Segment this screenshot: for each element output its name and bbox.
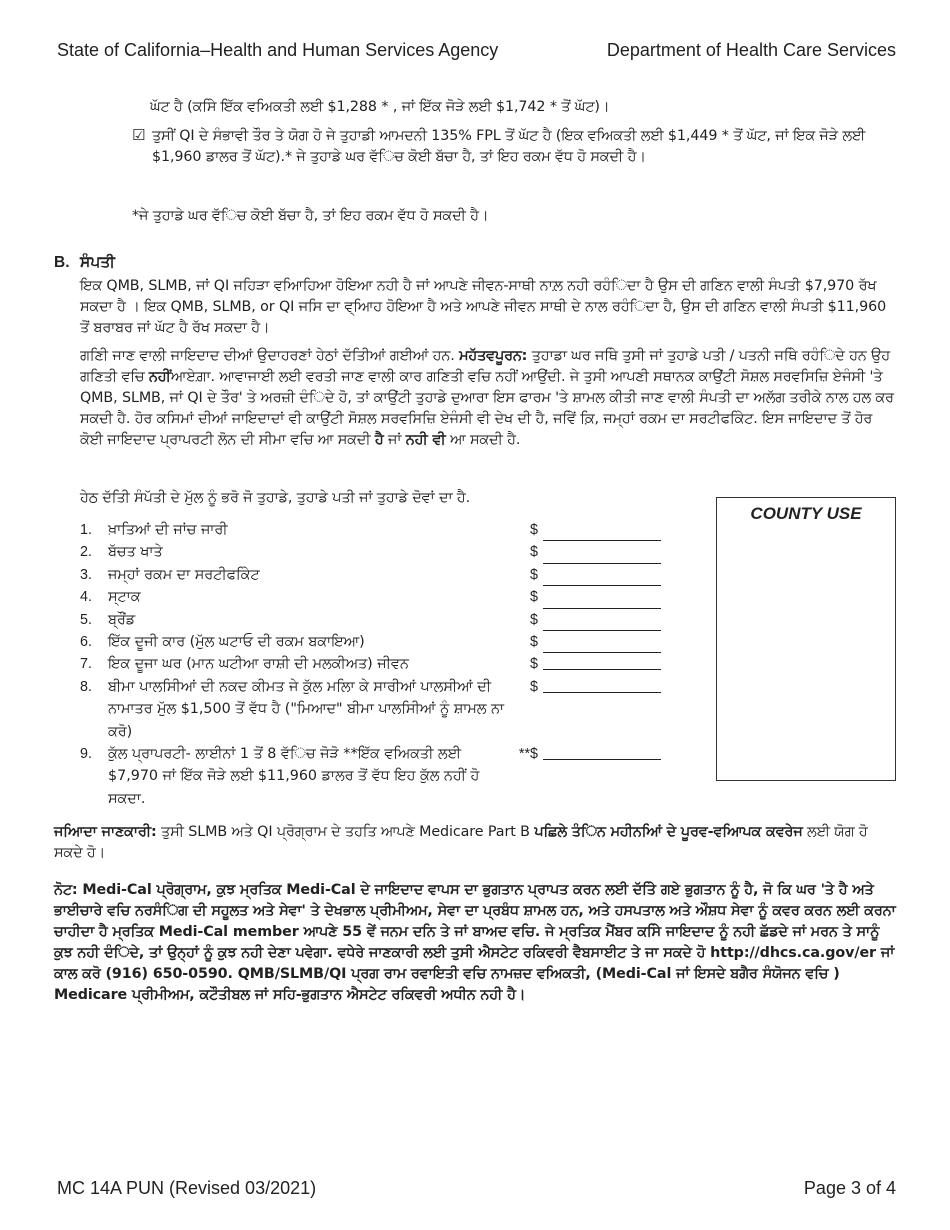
asset-number: 2. <box>80 544 92 561</box>
amount-input-line[interactable] <box>543 524 661 541</box>
countable-property-paragraph <box>80 346 895 451</box>
asset-number: 8. <box>80 678 92 695</box>
asset-number: 1. <box>80 522 92 538</box>
asset-number: 5. <box>80 611 92 628</box>
asset-number: 9. <box>80 746 92 763</box>
section-b-letter: B. <box>54 254 70 271</box>
asset-amount-field[interactable] <box>518 653 661 675</box>
emphasis-or-not: ਨਹੀ ਵੀ <box>405 432 446 448</box>
asset-list <box>80 519 700 810</box>
amount-input-line[interactable] <box>543 743 661 760</box>
asset-row <box>80 541 700 563</box>
currency-sign: $ <box>530 611 538 628</box>
asset-amount-field[interactable] <box>518 631 661 653</box>
asset-label: ਇੱਕ ਦੂਜੀ ਕਾਰ (ਮੁੱਲ ਘਟਾਓ ਦੀ ਰਕਮ ਬਕਾਇਆ) <box>108 634 365 651</box>
para-text: ਆਏਗ਼ਾ. ਆਵਾਜਾਈ ਲਈ ਵਰਤੀ ਜਾਣ ਵਾਲੀ ਕਾਰ ਗਣਿਤੀ ਵਚਿ ਨਹੀਂ ਆਉਂਦੀ. ਜੇ ਤੁਸੀ ਆਪਣੀ ਸਥਾਨਕ ਕਾਉਂਟੀ ਸੋਸ਼ਲ ਸਰਵਸਿਜ਼ਿ ਏਜੰਸੀ 'ਤੇ QMB, SLMB, ਜਾਂ QI ਦੇ ਤੌਰ' ਤੇ ਅਰਜ਼ੀ ਦੰਿਦੇ ਹੋ, ਤਾਂ ਕਾਉਂਟੀ ਤੁਹਾਡੇ ਦੁਆਰਾ ਇਸ ਫਾਰਮ 'ਤੇ ਸ਼ਾਮਲ ਕੀਤੀ ਜਾਣ ਵਾਲੀ ਸੰਪਤੀ ਦਾ ਅਲੱਗ ਤਰੀਕੇ ਨਾਲ ਹਲ ਕਰ ਸਕਦੀ ਹੈ. ਹੋਰ ਕਸਿਮਾਂ ਦੀਆਂ ਜਾਇਦਾਦਾਂ ਵੀ ਕਾਉਂਟੀ ਸੋਸ਼ਲ ਸਰਵਸਿਜ਼ਿ ਏਜੰਸੀ ਵੀ ਦੇਖ ਦੀ ਹੈ, ਜਵਿੇਂ ਕ਼ਿ, ਜਮ੍ਹਾਂ ਰਕਮ ਦਾ ਸਰਟੀਫਕਿੇਟ. ਇਸ ਜਾਇਦਾਦ ਤੋਂ ਹੋਰ ਕੋਈ ਜਾਇਦਾਦ ਪ੍ਰਾਪਰਟੀ ਲੋਨ ਦੀ ਸੀਮਾ ਵਚਿ ਆ ਸਕਦੀ <box>80 369 894 448</box>
assets-intro: ਹੇਠ ਦੱਤਿੀ ਸੰਪੱਤੀ ਦੇ ਮੁੱਲ ਨੂੰ ਭਰੋ ਜੋ ਤੁਹਾਡੇ, ਤੁਹਾਡੇ ਪਤੀ ਜਾਂ ਤੁਹਾਡੇ ਦੋਵਾਂ ਦਾ ਹੈ. <box>80 490 471 506</box>
asset-number: 3. <box>80 566 92 583</box>
asset-row <box>80 586 700 608</box>
asset-label: ਖ਼ਾਤਿਆਂ ਦੀ ਜਾਂਚ ਜਾਰੀ <box>108 522 228 538</box>
income-slmb-text: ਘੱਟ ਹੈ (ਕਸਿੇ ਇੱਕ ਵਅਿਕਤੀ ਲਈ $1,288 * , ਜਾਂ ਇੱਕ ਜੋੜੇ ਲਈ $1,742 * ਤੋਂ ਘੱਟ)। <box>150 99 610 115</box>
para-text: ਆ ਸਕਦੀ ਹੈ. <box>445 432 521 448</box>
asset-label: ਸ੍ਟਾਕ <box>108 589 141 606</box>
property-limit-paragraph: ਇਕ QMB, SLMB, ਜਾਂ QI ਜਹਿੜਾ ਵਆਿਹਿਆ ਹੋਇਆ ਨਹੀ ਹੈ ਜਾਂ ਆਪਣੇ ਜੀਵਨ-ਸਾਥੀ ਨਾਲ਼ ਨਹੀ ਰਹੰਿਦਾ ਹੈ ਉਸ ਦੀ ਗਣਿਨ ਵਾਲੀ ਸੰਪਤੀ $7,970 ਰੱਖ ਸਕਦਾ ਹੈ । ਇਕ QMB, SLMB, or QI ਜਸਿ ਦਾ ਵ੍ਆਿਹ ਹੋਇਆ ਹੈ ਅਤੇ ਆਪਣੇ ਜੀਵਨ ਸਾਥੀ ਦੇ ਨਾਲ ਰਹੰਿਦਾ ਹੈ, ਉਸ ਦੀ ਗਣਿਨ ਵਾਲੀ ਸੰਪਤੀ $11,960 ਤੋਂ ਬਰਾਬਰ ਜਾਂ ਘੱਟ ਹੈ ਰੱਖ ਸਕਦਾ ਹੈ। <box>80 278 887 336</box>
asset-label: ਕੁੱਲ ਪ੍ਰਾਪਰਟੀ- ਲਾਈਨਾਂ 1 ਤੋਂ 8 ਵੱਿਚ ਜੋੜੋ **ਇੱਕ ਵਅਿਕਤੀ ਲਈ $7,970 ਜਾਂ ਇੱਕ ਜੋੜੇ ਲਈ $11,960 ਡਾਲਰ ਤੋਂ ਵੱਧ ਇਹ ਕੁੱਲ ਨਹੀਂ ਹੋ ਸਕਦਾ. <box>108 746 480 807</box>
asset-amount-field[interactable] <box>518 676 661 743</box>
currency-sign: $ <box>530 566 538 583</box>
county-use-title: COUNTY USE <box>750 504 862 523</box>
currency-sign: **$ <box>518 746 538 763</box>
asset-label: ਬੱਚਤ ਖਾਤੇ <box>108 544 163 561</box>
retroactive-coverage-text: ਪਛਿਲੇ ਤੰਿਨ ਮਹੀਨਆਿਂ ਦੇ ਪੂਰਵ-ਵਆਿਪਕ ਕਵਰੇਜ <box>534 824 803 840</box>
amount-input-line[interactable] <box>543 592 661 609</box>
more-info-paragraph <box>54 822 894 864</box>
asset-amount-field[interactable] <box>518 586 661 608</box>
currency-sign: $ <box>530 634 538 651</box>
more-info-label: ਜਆਿਦਾ ਜਾਣਕਾਰੀ: <box>54 824 157 840</box>
para-text: ਜਾਂ <box>383 432 406 448</box>
para-text: ਗਣਿੀ ਜਾਣ ਵਾਲੀ ਜਾਇਦਾਦ ਦੀਆਂ ਉਦਾਹਰਣਾਂ ਹੇਠਾਂ ਦੱਤਿੀਆਂ ਗਈਆਂ ਹਨ. <box>80 348 460 364</box>
asset-row <box>80 653 700 675</box>
para-text: ਲਈ ਯੋਗ ਹੋ ਸਕਦੇ ਹੋ। <box>54 824 868 861</box>
asset-label: ਬ੍ਰੌਂਡ <box>108 611 136 628</box>
asset-number: 4. <box>80 589 92 606</box>
county-use-box <box>716 497 896 781</box>
asset-row <box>80 564 700 586</box>
currency-sign: $ <box>530 522 538 538</box>
currency-sign: $ <box>530 678 538 695</box>
currency-sign: $ <box>530 656 538 673</box>
amount-input-line[interactable] <box>543 614 661 631</box>
asset-amount-field[interactable] <box>518 564 661 586</box>
asset-number: 7. <box>80 656 92 673</box>
asset-label: ਜਮ੍ਹਾਂ ਰਕਮ ਦਾ ਸਰਟੀਫਕਿੇਟ <box>108 566 260 583</box>
checkbox-icon[interactable]: ☑ <box>132 126 146 144</box>
estate-recovery-note: ਨੋਟ: Medi-Cal ਪ੍ਰੋਗ੍ਰਾਮ, ਕੁਝ ਮ੍ਰਤਿਕ Medi-Cal ਦੇ ਜਾਇਦਾਦ ਵਾਪਸ ਦਾ ਭੁਗਤਾਨ ਪ੍ਰਾਪਤ ਕਰਨ ਲਈ ਦੱਤਿੇ ਗਏ ਭੁਗਤਾਨ ਨੂੰ ਹੈ, ਜੋ ਕਿ ਘਰ 'ਤੇ ਹੈ ਅਤੇ ਭਾਈਚਾਰੇ ਵਚਿ ਨਰਸੰਿਗ ਦੀ ਸਹੂਲਤ ਅਤੇ ਸੇਵਾ' ਤੇ ਦੇਖਭਾਲ ਪ੍ਰੀਮੀਅਮ, ਸੇਵਾ ਦਾ ਪ੍ਰਬੰਧ ਸ਼ਾਮਲ ਹਨ, ਅਤੇ ਹਸਪਤਾਲ ਅਤੇ ਔਸ਼ਧ ਸੇਵਾ ਨੂੰ ਕਵਰ ਕਰਨ ਲਈ ਕਰਨਾ ਚਾਹੀਦਾ ਹੈ ਮ੍ਰਤਿਕ Medi-Cal member ਆਪਣੇ 55 ਵੇਂ ਜਨਮ ਦਨਿ ਤੇ ਜਾਂ ਬਾਅਦ ਵਚਿ. ਜੇ ਮ੍ਰਤਿਕ ਮੈਂਬਰ ਕਸਿੇ ਜਾਇਦਾਦ ਨੂੰ ਨਹੀ ਛੱਡਦੇ ਜਾਂ ਮਰਨ ਤੇ ਸਾਨੂੰ ਕੁਝ ਨਹੀ ਦੰਿਦੇ, ਤਾਂ ਉਨ੍ਹਾਂ ਨੂੰ ਕੁਝ ਨਹੀ ਦੇਣਾ ਪਵੇਗਾ. ਵਧੇਰੇ ਜਾਣਕਾਰੀ ਲਈ ਤੁਸੀ ਐਸਟੇਟ ਰਕਿਵਰੀ ਵੈਬਸਾਈਟ ਤੇ ਜਾ ਸਕਦੇ ਹੋ http://dhcs.ca.gov/er ਜਾਂ ਕਾਲ ਕਰੋ (916) 650-0590. QMB/SLMB/QI ਪ੍ਰਗ ਰਾਮ ਰਵਾਇਤੀ ਵਚਿ ਨਾਮਜ਼ਦ ਵਅਿਕਤੀ, (Medi-Cal ਜਾਂ ਇਸਦੇ ਬਗੈਰ ਸੰਯੋਜਨ ਵਚਿ ) Medicare ਪ੍ਰੀਮੀਅਮ, ਕਟੌਤੀਬਲ ਜਾਂ ਸਹਿ-ਭੁਗਤਾਨ ਐਸਟੇਟ ਰਕਿਵਰੀ ਅਧੀਨ ਨਹੀ ਹੈ। <box>54 882 896 1003</box>
emphasis-is: ਹੈ <box>374 432 384 448</box>
important-label: ਮਹੱਤਵਪੂਰਨ: <box>459 348 528 364</box>
amount-input-line[interactable] <box>543 569 661 586</box>
amount-input-line[interactable] <box>543 547 661 564</box>
asset-label: ਬੀਮਾ ਪਾਲਸਿੀਆਂ ਦੀ ਨਕਦ ਕੀਮਤ ਜੇ ਕੁੱਲ ਮਲਿਾ ਕੇ ਸਾਰੀਆਂ ਪਾਲਸੀਆਂ ਦੀ ਨਾਮਾਤਰ ਮੁੱਲ $1,500 ਤੋਂ ਵੱਧ ਹੈ ("ਮਿਆਦ" ਬੀਮਾ ਪਾਲਸਿੀਆਂ ਨੂੰ ਸ਼ਾਮਲ ਨਾ ਕਰੋ) <box>108 678 504 740</box>
asset-amount-field[interactable] <box>518 541 661 563</box>
section-b-heading <box>54 253 115 272</box>
asset-number: 6. <box>80 634 92 651</box>
amount-input-line[interactable] <box>543 676 661 693</box>
asset-amount-field[interactable] <box>518 743 661 810</box>
asset-amount-field[interactable] <box>518 519 661 541</box>
amount-input-line[interactable] <box>543 636 661 653</box>
currency-sign: $ <box>530 544 538 561</box>
section-b-title: ਸੰਪਤੀ <box>80 253 115 271</box>
emphasis-not: ਨਹੀਂ <box>148 369 171 385</box>
form-id: MC 14A PUN (Revised 03/2021) <box>57 1178 317 1198</box>
asset-row <box>80 519 700 541</box>
header-agency: State of California–Health and Human Services Agency <box>57 40 499 60</box>
income-qi-text: ਤੁਸੀਂ QI ਦੇ ਸੰਭਾਵੀ ਤੌਰ ਤੇ ਯੋਗ ਹੋ ਜੇ ਤੁਹਾਡੀ ਆਮਦਨੀ 135% FPL ਤੋਂ ਘੱਟ ਹੈ (ਇਕ ਵਅਿਕਤੀ ਲਈ $1,449 * ਤੋਂ ਘੱਟ, ਜਾਂ ਇਕ ਜੋੜੇ ਲਈ $1,960 ਡਾਲਰ ਤੋਂ ਘੱਟ).* ਜੇ ਤੁਹਾਡੇ ਘਰ ਵੱਿਚ ਕੋਈ ਬੱਚਾ ਹੈ, ਤਾਂ ਇਹ ਰਕਮ ਵੱਧ ਹੋ ਸਕਦੀ ਹੈ। <box>152 128 866 165</box>
asset-amount-field[interactable] <box>518 609 661 631</box>
asset-label: ਇਕ ਦੂਜਾ ਘਰ (ਮਾਨ ਘਟੀਆ ਰਾਸ਼ੀ ਦੀ ਮਲਕੀਅਤ) ਜੀਵਨ <box>108 656 409 673</box>
asset-row <box>80 743 700 810</box>
amount-input-line[interactable] <box>543 653 661 670</box>
header-department: Department of Health Care Services <box>606 40 896 60</box>
page-number: Page 3 of 4 <box>803 1178 896 1198</box>
asset-row <box>80 676 700 743</box>
currency-sign: $ <box>530 589 538 606</box>
para-text: ਤੁਸੀ SLMB ਅਤੇ QI ਪ੍ਰੋਗ੍ਰਾਮ ਦੇ ਤਹਤਿ ਆਪਣੇ Medicare Part B <box>156 824 535 840</box>
asset-row <box>80 609 700 631</box>
asset-row <box>80 631 700 653</box>
para-text: ਤੁਹਾਡਾ ਘਰ ਜਥਿੇ ਤੁਸੀ ਜਾਂ ਤੁਹਾਡੇ ਪਤੀ / ਪਤਨੀ ਜਥਿੇ ਰਹੰਿਦੇ ਹਨ ਉਹ ਗਣਿਤੀ ਵਚਿ <box>80 348 890 385</box>
income-footnote: *ਜੇ ਤੁਹਾਡੇ ਘਰ ਵੱਿਚ ਕੋਈ ਬੱਚਾ ਹੈ, ਤਾਂ ਇਹ ਰਕਮ ਵੱਧ ਹੋ ਸਕਦੀ ਹੈ। <box>132 208 489 224</box>
income-qi-row <box>132 126 892 168</box>
